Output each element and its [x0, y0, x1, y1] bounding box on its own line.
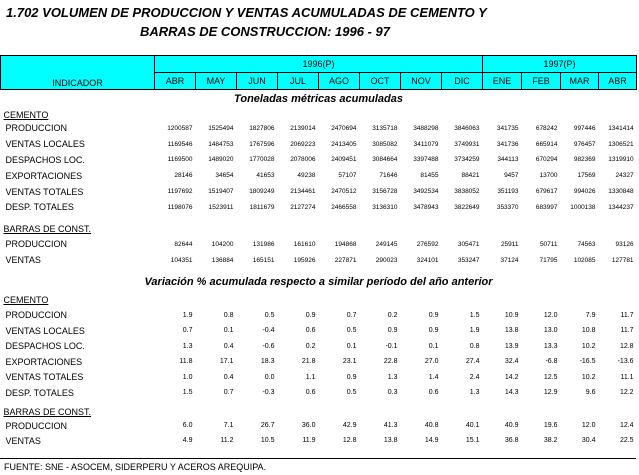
- table-cell: 2466558: [331, 203, 357, 211]
- table-cell: 50711: [539, 240, 558, 248]
- row-label: EXPORTACIONES: [5, 356, 83, 367]
- indicator-header: INDICADOR: [1, 56, 155, 90]
- table-row: [1, 152, 637, 168]
- group-label: BARRAS DE CONST.: [3, 406, 92, 417]
- table-cell: -0.3: [262, 389, 275, 397]
- table-cell: 1000138: [570, 203, 596, 211]
- table-cell: 37124: [500, 256, 519, 264]
- table-cell: 1306521: [608, 140, 634, 148]
- table-cell: 0.4: [223, 373, 234, 381]
- table-row: [1, 307, 637, 323]
- month-header: AGO: [319, 73, 360, 90]
- table-cell: 14.9: [424, 437, 439, 445]
- table-cell: 12.8: [619, 342, 634, 350]
- table-cell: 3492534: [413, 188, 439, 196]
- table-cell: 12.0: [543, 311, 558, 319]
- table-cell: 0.6: [428, 389, 439, 397]
- table-cell: 3822649: [454, 203, 480, 211]
- table-cell: 3136310: [372, 203, 398, 211]
- table-cell: 1169546: [167, 140, 193, 148]
- table-cell: -0.6: [262, 342, 275, 350]
- table-cell: 4.9: [182, 437, 193, 445]
- table-cell: 3838052: [454, 188, 480, 196]
- table-row: [1, 369, 637, 385]
- table-cell: 26.7: [260, 422, 275, 430]
- table-cell: 104351: [170, 256, 193, 264]
- table-cell: 30.4: [581, 437, 596, 445]
- table-cell: -0.4: [262, 327, 275, 335]
- table-cell: 28146: [174, 172, 193, 180]
- table-cell: 351193: [497, 188, 519, 196]
- table-cell: 1319910: [608, 156, 634, 164]
- table-cell: 0.1: [223, 327, 234, 335]
- table-cell: 194868: [334, 240, 357, 248]
- month-header: ABR: [155, 73, 196, 90]
- table-cell: 1341414: [608, 124, 634, 132]
- table-row: [1, 418, 637, 433]
- table-cell: 38.2: [543, 437, 558, 445]
- table-cell: 0.5: [346, 389, 357, 397]
- table-cell: 11.1: [620, 373, 634, 381]
- table-cell: 3749931: [454, 140, 480, 148]
- table-cell: 1.0: [182, 373, 193, 381]
- table-cell: 12.2: [619, 389, 634, 397]
- table-cell: 10.9: [504, 311, 519, 319]
- table-row: [1, 199, 637, 215]
- table-cell: 136884: [211, 256, 234, 264]
- table-cell: 12.4: [619, 422, 634, 430]
- table-cell: 15.1: [465, 437, 480, 445]
- table-cell: 13.3: [543, 342, 558, 350]
- table-cell: 1330848: [608, 188, 634, 196]
- table-cell: -0.1: [385, 342, 398, 350]
- month-header: MAR: [561, 73, 599, 90]
- row-label: VENTAS TOTALES: [5, 186, 84, 197]
- table-cell: 12.9: [543, 389, 558, 397]
- table-cell: 49238: [297, 172, 316, 180]
- table-cell: 2413405: [331, 140, 357, 148]
- row-label: VENTAS: [5, 435, 41, 446]
- data-table: [0, 55, 637, 448]
- table-cell: 3135718: [372, 124, 398, 132]
- table-row: [1, 121, 637, 137]
- table-cell: 17.1: [219, 358, 234, 366]
- table-cell: 195926: [293, 256, 316, 264]
- table-cell: 1484753: [208, 140, 234, 148]
- table-cell: 1.5: [182, 389, 193, 397]
- table-cell: 32.4: [504, 358, 519, 366]
- table-cell: 0.8: [223, 311, 234, 319]
- table-cell: 13.8: [383, 437, 398, 445]
- table-row: [1, 338, 637, 354]
- table-cell: 23.1: [342, 358, 357, 366]
- table-cell: 249145: [375, 240, 398, 248]
- table-cell: 14.2: [504, 373, 519, 381]
- table-cell: 12.5: [543, 373, 558, 381]
- row-label: DESPACHOS LOC.: [5, 154, 85, 165]
- table-cell: 71795: [539, 256, 558, 264]
- table-cell: 10.5: [260, 437, 275, 445]
- table-cell: 1198076: [167, 203, 193, 211]
- table-cell: 0.7: [182, 327, 193, 335]
- table-cell: 1200587: [167, 124, 193, 132]
- table-cell: 0.3: [387, 389, 398, 397]
- table-cell: 341735: [496, 124, 519, 132]
- row-label: DESP. TOTALES: [5, 387, 74, 398]
- group-label: CEMENTO: [3, 295, 49, 306]
- table-cell: 1523911: [208, 203, 234, 211]
- table-cell: 0.7: [223, 389, 234, 397]
- month-header: ENE: [483, 73, 522, 90]
- table-row: [1, 168, 637, 184]
- table-cell: 21.8: [301, 358, 316, 366]
- table-cell: 40.1: [465, 422, 480, 430]
- table-cell: 41653: [256, 172, 275, 180]
- table-cell: 9457: [504, 172, 519, 180]
- table-cell: -16.5: [579, 358, 596, 366]
- table-cell: 994026: [573, 188, 596, 196]
- table-row: [1, 236, 637, 252]
- table-cell: 19.6: [543, 422, 558, 430]
- table-cell: 11.2: [220, 437, 234, 445]
- row-label: PRODUCCION: [5, 420, 68, 431]
- table-cell: 344113: [497, 156, 519, 164]
- table-cell: 11.8: [179, 358, 193, 366]
- row-label: VENTAS: [5, 255, 41, 266]
- year-1997-header: 1997(P): [483, 56, 637, 73]
- table-cell: 679617: [535, 188, 558, 196]
- table-cell: 93126: [615, 240, 634, 248]
- table-cell: 2069223: [290, 140, 316, 148]
- table-cell: 25911: [500, 240, 519, 248]
- row-label: EXPORTACIONES: [5, 170, 83, 181]
- table-cell: 1525494: [208, 124, 234, 132]
- table-cell: 40.8: [424, 422, 439, 430]
- table-cell: 14.3: [504, 389, 519, 397]
- table-row: [1, 136, 637, 152]
- table-row: [1, 433, 637, 448]
- table-cell: 22.5: [619, 437, 634, 445]
- month-header: ABR: [599, 73, 637, 90]
- month-header: OCT: [360, 73, 401, 90]
- table-cell: 0.9: [428, 327, 439, 335]
- table-cell: 22.8: [383, 358, 398, 366]
- table-cell: 227871: [334, 256, 357, 264]
- table-cell: 18.3: [260, 358, 275, 366]
- table-row: [1, 354, 637, 370]
- table-cell: 40.9: [504, 422, 519, 430]
- table-cell: 2470694: [331, 124, 357, 132]
- table-cell: 9.6: [585, 389, 596, 397]
- table-cell: 3397488: [413, 156, 439, 164]
- table-cell: 0.8: [469, 342, 480, 350]
- table-cell: 27.4: [465, 358, 480, 366]
- table-cell: 0.6: [305, 327, 316, 335]
- table-cell: 2127274: [290, 203, 316, 211]
- row-label: VENTAS TOTALES: [5, 372, 84, 383]
- bottom-rule: [0, 458, 636, 459]
- table-cell: 1169500: [167, 156, 193, 164]
- table-cell: 1770028: [249, 156, 275, 164]
- table-cell: 2470512: [331, 188, 357, 196]
- table-row: [1, 252, 637, 268]
- table-cell: 6.0: [182, 422, 193, 430]
- table-cell: 670294: [535, 156, 558, 164]
- row-label: PRODUCCION: [5, 239, 68, 250]
- table-cell: 353247: [457, 256, 480, 264]
- table-row: [1, 184, 637, 200]
- table-cell: 10.2: [581, 373, 596, 381]
- table-cell: 324101: [416, 256, 439, 264]
- table-cell: 665914: [535, 140, 558, 148]
- table-cell: 3084664: [372, 156, 398, 164]
- table-cell: 1827806: [249, 124, 275, 132]
- table-cell: 3488298: [413, 124, 439, 132]
- row-label: DESPACHOS LOC.: [5, 341, 85, 352]
- table-cell: 1489020: [208, 156, 234, 164]
- table-cell: 104200: [211, 240, 234, 248]
- table-cell: 683997: [535, 203, 558, 211]
- row-label: PRODUCCION: [5, 123, 68, 134]
- table-cell: 11.9: [302, 437, 316, 445]
- table-cell: 0.1: [428, 342, 439, 350]
- section-banner: Variación % acumulada respecto a similar período del año anterior: [144, 276, 493, 289]
- table-cell: 0.5: [264, 311, 275, 319]
- table-cell: 71646: [379, 172, 398, 180]
- year-1996-header: 1996(P): [155, 56, 483, 73]
- table-row: [1, 385, 637, 401]
- table-cell: 3411079: [413, 140, 439, 148]
- table-cell: 131986: [252, 240, 275, 248]
- table-cell: 127781: [611, 256, 634, 264]
- table-title-line-1: 1.702 VOLUMEN DE PRODUCCION Y VENTAS ACUMULADAS DE CEMENTO Y: [6, 5, 487, 20]
- table-cell: 2139014: [290, 124, 316, 132]
- table-cell: 1.5: [469, 311, 480, 319]
- table-cell: 13.0: [543, 327, 558, 335]
- table-cell: 11.7: [620, 311, 634, 319]
- table-cell: 34654: [215, 172, 234, 180]
- group-label: CEMENTO: [3, 109, 49, 120]
- table-cell: 0.4: [223, 342, 234, 350]
- table-cell: 1519407: [208, 188, 234, 196]
- table-cell: 36.0: [301, 422, 316, 430]
- table-cell: 7.9: [585, 311, 596, 319]
- source-footnote: FUENTE: SNE - ASOCEM, SIDERPERU Y ACEROS AREQUIPA.: [4, 462, 267, 472]
- table-cell: 57107: [338, 172, 357, 180]
- table-cell: 1811679: [249, 203, 275, 211]
- table-cell: 982369: [573, 156, 596, 164]
- table-cell: 41.3: [383, 422, 398, 430]
- table-cell: 341736: [496, 140, 519, 148]
- table-cell: 290023: [375, 256, 398, 264]
- table-cell: 1344237: [608, 203, 634, 211]
- table-cell: 2409451: [331, 156, 357, 164]
- table-cell: 82644: [174, 240, 193, 248]
- table-cell: 0.9: [305, 311, 316, 319]
- table-cell: 0.9: [428, 311, 439, 319]
- row-label: VENTAS LOCALES: [5, 139, 85, 150]
- table-cell: 7.1: [223, 422, 234, 430]
- table-cell: 1.3: [182, 342, 193, 350]
- table-cell: 0.7: [346, 311, 357, 319]
- row-label: DESP. TOTALES: [5, 202, 74, 213]
- table-cell: 276592: [416, 240, 439, 248]
- table-cell: 13.9: [504, 342, 519, 350]
- table-cell: 11.7: [620, 327, 634, 335]
- table-cell: 12.0: [581, 422, 596, 430]
- table-cell: 1197692: [167, 188, 193, 196]
- table-cell: 81455: [420, 172, 439, 180]
- table-cell: 3846063: [454, 124, 480, 132]
- table-cell: 161610: [293, 240, 316, 248]
- table-cell: 165151: [252, 256, 275, 264]
- table-cell: 1.9: [182, 311, 193, 319]
- table-cell: 3156728: [372, 188, 398, 196]
- table-cell: 3085082: [372, 140, 398, 148]
- table-cell: 353370: [496, 203, 519, 211]
- table-cell: 13700: [539, 172, 558, 180]
- table-cell: 1.9: [469, 327, 480, 335]
- table-cell: 10.8: [581, 327, 596, 335]
- table-cell: 2134461: [290, 188, 316, 196]
- table-cell: 976457: [573, 140, 596, 148]
- table-cell: 0.1: [346, 342, 357, 350]
- table-cell: 88421: [461, 172, 480, 180]
- table-cell: 27.0: [424, 358, 439, 366]
- table-cell: 0.2: [305, 342, 316, 350]
- table-cell: 2.4: [469, 373, 480, 381]
- table-cell: 12.8: [342, 437, 357, 445]
- table-cell: 1809249: [249, 188, 275, 196]
- table-cell: 17569: [577, 172, 596, 180]
- table-cell: 0.5: [346, 327, 357, 335]
- table-row: [1, 323, 637, 339]
- table-title-line-2: BARRAS DE CONSTRUCCION: 1996 - 97: [140, 24, 390, 39]
- table-cell: 0.2: [387, 311, 398, 319]
- table-cell: 42.9: [342, 422, 357, 430]
- table-cell: 678242: [535, 124, 558, 132]
- group-label: BARRAS DE CONST.: [3, 223, 92, 234]
- row-label: VENTAS LOCALES: [5, 325, 85, 336]
- table-cell: 305471: [457, 240, 480, 248]
- table-cell: 0.0: [264, 373, 275, 381]
- table-cell: 36.8: [504, 437, 519, 445]
- month-header: DIC: [442, 73, 483, 90]
- month-header: MAY: [196, 73, 237, 90]
- month-header: JUN: [237, 73, 278, 90]
- table-cell: -13.6: [617, 358, 634, 366]
- table-cell: 74563: [577, 240, 596, 248]
- table-cell: 3734259: [454, 156, 480, 164]
- table-cell: 1.3: [469, 389, 480, 397]
- table-cell: 1.1: [305, 373, 316, 381]
- month-header: FEB: [522, 73, 561, 90]
- table-cell: 24327: [615, 172, 634, 180]
- table-cell: 1.4: [428, 373, 439, 381]
- table-cell: 0.6: [305, 389, 316, 397]
- section-banner: Toneladas métricas acumuladas: [234, 93, 403, 106]
- table-cell: -6.8: [545, 358, 558, 366]
- table-cell: 13.8: [504, 327, 519, 335]
- table-cell: 0.9: [346, 373, 357, 381]
- table-cell: 997446: [573, 124, 596, 132]
- table-cell: 0.9: [387, 327, 398, 335]
- table-cell: 10.2: [581, 342, 596, 350]
- month-header: JUL: [278, 73, 319, 90]
- table-cell: 1767596: [249, 140, 275, 148]
- table-cell: 2078006: [290, 156, 316, 164]
- row-label: PRODUCCION: [5, 310, 68, 321]
- table-cell: 102085: [573, 256, 596, 264]
- month-header: NOV: [401, 73, 442, 90]
- table-cell: 3478943: [413, 203, 439, 211]
- table-cell: 1.3: [387, 373, 398, 381]
